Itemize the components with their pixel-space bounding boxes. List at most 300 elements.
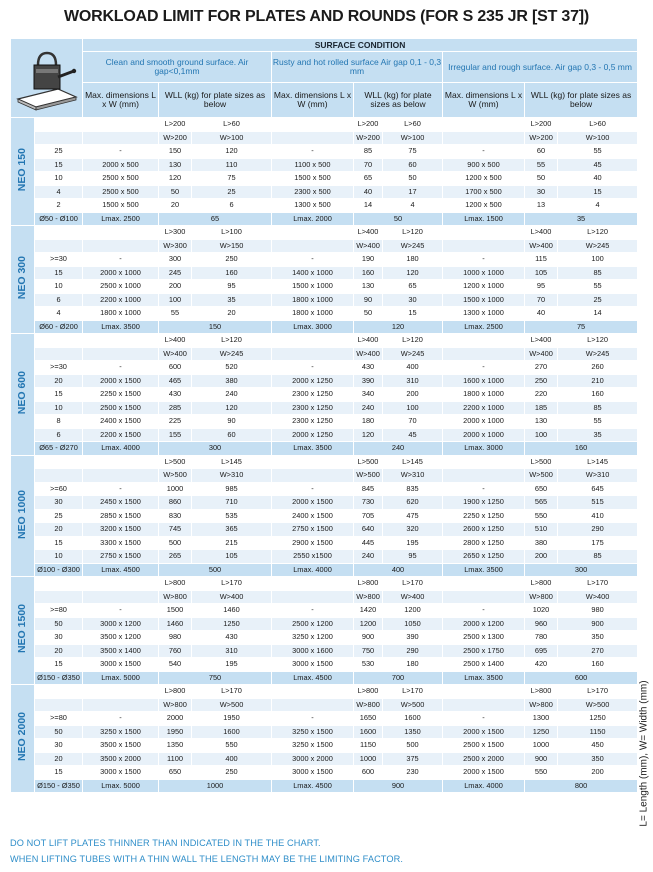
max-length-cell: Lmax. 5000 (83, 779, 159, 793)
dimension-cell: 2850 x 1500 (83, 509, 159, 523)
plate-size-cell: W>400 (383, 590, 443, 604)
dimension-cell (272, 239, 354, 253)
dimension-cell: 2000 x 1500 (272, 496, 354, 510)
wll-cell: 1950 (192, 712, 272, 726)
dimension-cell: 1500 x 1000 (443, 293, 525, 307)
model-name: NEO 600 (15, 371, 28, 415)
dimension-cell (272, 698, 354, 712)
wll-cell: 430 (354, 361, 383, 375)
dimension-cell (443, 685, 525, 699)
wll-cell: 175 (558, 536, 638, 550)
wll-cell: 1000 (525, 739, 558, 753)
wll-header: WLL (kg) for plate sizes as below (354, 83, 443, 118)
dimension-cell: - (443, 482, 525, 496)
wll-cell: 710 (192, 496, 272, 510)
wll-cell: 240 (354, 401, 383, 415)
max-length-cell: Lmax. 5000 (83, 671, 159, 685)
thickness-cell: >=80 (35, 712, 83, 726)
thickness-cell: 10 (35, 401, 83, 415)
plate-size-cell: W>200 (159, 131, 192, 145)
table-row (11, 739, 638, 753)
plate-size-cell: W>300 (159, 239, 192, 253)
dimension-cell: 2300 x 1250 (272, 415, 354, 429)
thickness-cell: 20 (35, 644, 83, 658)
wll-cell: 1250 (558, 712, 638, 726)
plate-size-cell: L>200 (525, 118, 558, 132)
thickness-cell: 6 (35, 293, 83, 307)
wll-cell: 130 (354, 280, 383, 294)
thickness-cell: >=80 (35, 604, 83, 618)
plate-size-cell: W>500 (354, 469, 383, 483)
dimension-cell (83, 334, 159, 348)
thickness-cell: 8 (35, 415, 83, 429)
dimension-cell: 2000 x 1000 (83, 266, 159, 280)
wll-cell: 860 (159, 496, 192, 510)
dimension-cell: 3500 x 1400 (83, 644, 159, 658)
round-wll-cell: 1000 (159, 779, 272, 793)
dimension-cell: 2500 x 1000 (83, 280, 159, 294)
wll-cell: 1350 (383, 725, 443, 739)
wll-cell: 300 (159, 253, 192, 267)
wll-cell: 215 (192, 536, 272, 550)
wll-cell: 75 (192, 172, 272, 186)
wll-cell: 450 (558, 739, 638, 753)
wll-cell: 150 (159, 145, 192, 159)
wll-cell: 745 (159, 523, 192, 537)
wll-cell: 130 (159, 158, 192, 172)
wll-cell: 200 (558, 766, 638, 780)
wll-cell: 60 (383, 158, 443, 172)
wll-cell: 515 (558, 496, 638, 510)
dimension-cell: - (443, 712, 525, 726)
dimension-cell: 1500 x 500 (83, 199, 159, 213)
wll-cell: 20 (192, 307, 272, 321)
wll-cell: 270 (558, 644, 638, 658)
table-row (11, 185, 638, 199)
table-row (11, 536, 638, 550)
dimension-cell: 2200 x 1000 (443, 401, 525, 415)
table-row (11, 199, 638, 213)
wll-cell: 695 (525, 644, 558, 658)
dimension-cell (83, 577, 159, 591)
plate-size-cell: W>500 (525, 469, 558, 483)
round-wll-cell: 35 (525, 212, 638, 226)
dimension-cell: - (443, 361, 525, 375)
dimension-cell: - (272, 482, 354, 496)
dimension-cell (443, 334, 525, 348)
plate-size-cell: L>400 (525, 226, 558, 240)
model-label (11, 577, 35, 685)
wll-cell: 85 (558, 266, 638, 280)
wll-cell: 70 (354, 158, 383, 172)
dimension-cell (443, 347, 525, 361)
dimension-cell: 1900 x 1250 (443, 496, 525, 510)
wll-cell: 365 (192, 523, 272, 537)
dimension-cell: 3250 x 1500 (272, 739, 354, 753)
wll-cell: 310 (383, 374, 443, 388)
thickness-cell: 6 (35, 428, 83, 442)
wll-cell: 1650 (354, 712, 383, 726)
table-row (11, 766, 638, 780)
wll-cell: 50 (383, 172, 443, 186)
dimension-cell (272, 455, 354, 469)
dimension-cell (443, 118, 525, 132)
plate-size-cell: L>120 (192, 334, 272, 348)
diameter-row (11, 671, 638, 685)
dimension-cell (443, 590, 525, 604)
plate-size-cell: L>145 (558, 455, 638, 469)
dimension-cell: 2800 x 1250 (443, 536, 525, 550)
dimension-cell: 3000 x 1500 (83, 658, 159, 672)
wll-cell: 465 (159, 374, 192, 388)
thickness-cell: 15 (35, 266, 83, 280)
wll-cell: 1150 (558, 725, 638, 739)
wll-cell: 55 (159, 307, 192, 321)
wll-cell: 650 (159, 766, 192, 780)
thickness-cell (35, 118, 83, 132)
wll-cell: 1100 (159, 752, 192, 766)
plate-size-cell: L>170 (383, 577, 443, 591)
wll-cell: 985 (192, 482, 272, 496)
wll-cell: 100 (159, 293, 192, 307)
dimension-cell: 2750 x 1500 (272, 523, 354, 537)
diameter-range-cell: Ø65 - Ø270 (35, 442, 83, 456)
plate-size-cell: W>245 (383, 239, 443, 253)
plate-size-cell: W>400 (354, 347, 383, 361)
dimension-cell: 2000 x 1250 (272, 428, 354, 442)
dimension-cell (443, 577, 525, 591)
model-label (11, 455, 35, 577)
dimension-cell: 1300 x 500 (272, 199, 354, 213)
dimension-cell (272, 131, 354, 145)
thickness-cell (35, 334, 83, 348)
diameter-range-cell: Ø60 - Ø200 (35, 320, 83, 334)
plate-size-cell: W>310 (192, 469, 272, 483)
wll-cell: 100 (558, 253, 638, 267)
wll-cell: 240 (192, 388, 272, 402)
plate-size-cell: L>145 (383, 455, 443, 469)
dimension-cell: 1400 x 1000 (272, 266, 354, 280)
wll-cell: 600 (159, 361, 192, 375)
size-row (11, 455, 638, 469)
dimension-cell: 3250 x 1200 (272, 631, 354, 645)
wll-cell: 250 (525, 374, 558, 388)
size-row (11, 118, 638, 132)
wll-cell: 35 (558, 428, 638, 442)
dimension-cell: 1600 x 1000 (443, 374, 525, 388)
model-label (11, 685, 35, 793)
wll-cell: 1600 (354, 725, 383, 739)
wll-cell: 200 (525, 550, 558, 564)
dimension-cell: - (83, 604, 159, 618)
diameter-range-cell: Ø100 - Ø300 (35, 563, 83, 577)
plate-size-cell: W>400 (354, 239, 383, 253)
wll-cell: 1600 (383, 712, 443, 726)
plate-size-cell: W>150 (192, 239, 272, 253)
wll-cell: 17 (383, 185, 443, 199)
wll-cell: 190 (354, 253, 383, 267)
dimension-cell (272, 334, 354, 348)
round-wll-cell: 150 (159, 320, 272, 334)
thickness-cell (35, 577, 83, 591)
dimension-cell: 3500 x 1200 (83, 631, 159, 645)
wll-cell: 120 (159, 172, 192, 186)
thickness-cell: 10 (35, 172, 83, 186)
wll-cell: 1000 (159, 482, 192, 496)
round-wll-cell: 800 (525, 779, 638, 793)
wll-cell: 550 (525, 766, 558, 780)
dimension-cell (443, 469, 525, 483)
wll-cell: 1950 (159, 725, 192, 739)
wll-cell: 4 (383, 199, 443, 213)
wll-cell: 100 (525, 428, 558, 442)
wll-cell: 430 (192, 631, 272, 645)
plate-size-cell: L>120 (558, 226, 638, 240)
table-row (11, 293, 638, 307)
diameter-range-cell: Ø150 - Ø350 (35, 779, 83, 793)
wll-cell: 60 (192, 428, 272, 442)
dimension-cell: - (83, 361, 159, 375)
size-row (11, 698, 638, 712)
table-row (11, 307, 638, 321)
plate-size-cell: W>800 (354, 590, 383, 604)
wll-cell: 420 (525, 658, 558, 672)
wll-cell: 620 (383, 496, 443, 510)
plate-size-cell: W>245 (558, 239, 638, 253)
max-length-cell: Lmax. 1500 (443, 212, 525, 226)
dimension-cell (272, 118, 354, 132)
wll-cell: 980 (159, 631, 192, 645)
wll-cell: 65 (354, 172, 383, 186)
dimension-cell: 2250 x 1250 (443, 509, 525, 523)
max-length-cell: Lmax. 3500 (443, 563, 525, 577)
plate-size-cell: L>500 (525, 455, 558, 469)
wll-cell: 230 (383, 766, 443, 780)
wll-cell: 55 (525, 158, 558, 172)
wll-cell: 600 (354, 766, 383, 780)
dimension-cell: - (272, 145, 354, 159)
dimension-cell: 2650 x 1250 (443, 550, 525, 564)
dimension-cell: 900 x 500 (443, 158, 525, 172)
dimension-cell: 1500 x 500 (272, 172, 354, 186)
plate-size-cell: L>120 (383, 226, 443, 240)
plate-size-cell: W>500 (383, 698, 443, 712)
wll-cell: 25 (558, 293, 638, 307)
dimension-cell (83, 347, 159, 361)
thickness-cell: 25 (35, 509, 83, 523)
plate-size-cell: W>800 (159, 590, 192, 604)
dimension-cell (83, 685, 159, 699)
plate-size-cell: L>170 (383, 685, 443, 699)
plate-size-cell: W>800 (525, 590, 558, 604)
model-name: NEO 300 (15, 256, 28, 300)
dimension-cell: - (83, 482, 159, 496)
wll-cell: 160 (192, 266, 272, 280)
wll-cell: 550 (525, 509, 558, 523)
thickness-cell: 50 (35, 725, 83, 739)
wll-cell: 1050 (383, 617, 443, 631)
table-row (11, 415, 638, 429)
dimension-cell: 2000 x 1500 (83, 374, 159, 388)
dimension-cell: 2500 x 2000 (443, 752, 525, 766)
plate-size-cell: L>800 (525, 685, 558, 699)
wll-cell: 35 (192, 293, 272, 307)
wll-cell: 40 (354, 185, 383, 199)
wll-cell: 95 (192, 280, 272, 294)
thickness-cell: 20 (35, 523, 83, 537)
dimension-cell: - (83, 712, 159, 726)
wll-cell: 14 (558, 307, 638, 321)
wll-cell: 650 (525, 482, 558, 496)
plate-size-cell: L>200 (159, 118, 192, 132)
dimension-cell: 1800 x 1000 (272, 293, 354, 307)
dimension-cell: 2500 x 1400 (443, 658, 525, 672)
size-row (11, 590, 638, 604)
wll-cell: 900 (525, 752, 558, 766)
dimension-cell: 1500 x 1000 (272, 280, 354, 294)
plate-size-cell: W>800 (525, 698, 558, 712)
thickness-cell: 15 (35, 388, 83, 402)
wll-cell: 510 (525, 523, 558, 537)
plate-size-cell: L>60 (192, 118, 272, 132)
diameter-row (11, 212, 638, 226)
table-row (11, 428, 638, 442)
wll-cell: 705 (354, 509, 383, 523)
wll-cell: 350 (558, 631, 638, 645)
size-row (11, 347, 638, 361)
wll-cell: 15 (383, 307, 443, 321)
dimension-cell: 2500 x 500 (83, 172, 159, 186)
plate-size-cell: L>400 (354, 226, 383, 240)
wll-cell: 380 (192, 374, 272, 388)
wll-cell: 120 (383, 266, 443, 280)
dimension-cell: 1000 x 1000 (443, 266, 525, 280)
model-label (11, 334, 35, 456)
dimension-cell: 1300 x 1000 (443, 307, 525, 321)
wll-cell: 565 (525, 496, 558, 510)
wll-cell: 290 (383, 644, 443, 658)
max-dimensions-header: Max. dimensions L x W (mm) (83, 83, 159, 118)
wll-cell: 220 (525, 388, 558, 402)
model-name: NEO 150 (15, 148, 28, 192)
plate-size-cell: W>100 (383, 131, 443, 145)
plate-size-cell: L>500 (354, 455, 383, 469)
round-wll-cell: 300 (525, 563, 638, 577)
round-wll-cell: 120 (354, 320, 443, 334)
dimension-cell: 2500 x 1500 (443, 739, 525, 753)
wll-cell: 400 (192, 752, 272, 766)
thickness-cell: 15 (35, 766, 83, 780)
surface-condition-header: SURFACE CONDITION (83, 39, 638, 52)
plate-size-cell: W>100 (192, 131, 272, 145)
table-row (11, 509, 638, 523)
dimension-cell (83, 698, 159, 712)
wll-cell: 40 (558, 172, 638, 186)
dimension-cell: 3000 x 1500 (272, 766, 354, 780)
plate-size-cell: W>400 (525, 239, 558, 253)
plate-size-cell: L>800 (354, 577, 383, 591)
wll-cell: 225 (159, 415, 192, 429)
table-row (11, 361, 638, 375)
wll-cell: 530 (354, 658, 383, 672)
max-length-cell: Lmax. 4000 (443, 779, 525, 793)
table-row (11, 523, 638, 537)
plate-size-cell: L>200 (354, 118, 383, 132)
dimension-cell: - (83, 145, 159, 159)
wll-cell: 4 (558, 199, 638, 213)
round-wll-cell: 240 (354, 442, 443, 456)
dimension-cell: 3200 x 1500 (83, 523, 159, 537)
table-row (11, 617, 638, 631)
plate-size-cell: W>100 (558, 131, 638, 145)
thickness-cell: 20 (35, 752, 83, 766)
wll-cell: 390 (383, 631, 443, 645)
wll-cell: 1200 (383, 604, 443, 618)
wll-cell: 1250 (192, 617, 272, 631)
wll-cell: 535 (192, 509, 272, 523)
wll-cell: 1150 (354, 739, 383, 753)
dimension-legend (637, 655, 651, 855)
thickness-cell (35, 131, 83, 145)
wll-cell: 160 (558, 388, 638, 402)
table-row (11, 172, 638, 186)
max-length-cell: Lmax. 4000 (272, 563, 354, 577)
wll-cell: 1350 (159, 739, 192, 753)
diameter-range-cell: Ø150 - Ø350 (35, 671, 83, 685)
dimension-cell: 2500 x 1500 (83, 401, 159, 415)
round-wll-cell: 900 (354, 779, 443, 793)
max-length-cell: Lmax. 4500 (272, 779, 354, 793)
thickness-cell: >=30 (35, 253, 83, 267)
wll-cell: 1250 (525, 725, 558, 739)
wll-cell: 120 (354, 428, 383, 442)
table-row (11, 266, 638, 280)
dimension-cell: - (443, 145, 525, 159)
max-dimensions-header: Max. dimensions L x W (mm) (272, 83, 354, 118)
plate-size-cell: L>170 (558, 577, 638, 591)
wll-cell: 1460 (159, 617, 192, 631)
thickness-cell (35, 239, 83, 253)
wll-cell: 430 (159, 388, 192, 402)
wll-cell: 730 (354, 496, 383, 510)
plate-size-cell: W>245 (192, 347, 272, 361)
wll-cell: 55 (558, 145, 638, 159)
wll-cell: 85 (558, 401, 638, 415)
wll-cell: 200 (159, 280, 192, 294)
wll-cell: 160 (354, 266, 383, 280)
dimension-cell: 2000 x 1250 (272, 374, 354, 388)
wll-cell: 1460 (192, 604, 272, 618)
round-wll-cell: 65 (159, 212, 272, 226)
wll-cell: 550 (192, 739, 272, 753)
wll-cell: 50 (159, 185, 192, 199)
wll-cell: 270 (525, 361, 558, 375)
warning-note-thin-tubes: WHEN LIFTING TUBES WITH A THIN WALL THE LENGTH MAY BE THE LIMITING FACTOR. (10, 854, 403, 864)
max-length-cell: Lmax. 2500 (443, 320, 525, 334)
round-wll-cell: 600 (525, 671, 638, 685)
wll-cell: 240 (354, 550, 383, 564)
wll-cell: 50 (525, 172, 558, 186)
wll-cell: 760 (159, 644, 192, 658)
dimension-cell: 3000 x 1500 (83, 766, 159, 780)
model-name: NEO 1500 (15, 604, 28, 654)
wll-cell: 265 (159, 550, 192, 564)
plate-size-cell: W>500 (159, 469, 192, 483)
dimension-cell: - (272, 712, 354, 726)
dimension-cell (272, 347, 354, 361)
table-row (11, 253, 638, 267)
wll-cell: 180 (383, 253, 443, 267)
